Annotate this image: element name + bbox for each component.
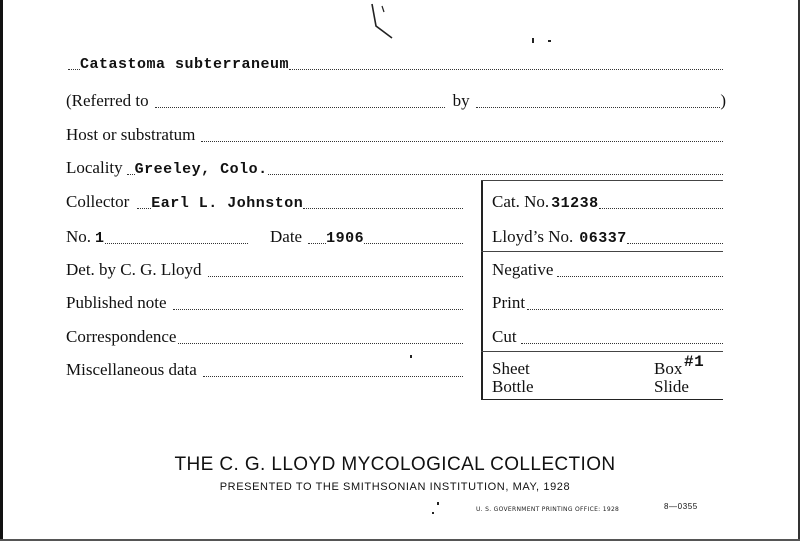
scan-speck (437, 502, 439, 505)
locality-value: Greeley, Colo. (134, 161, 268, 178)
lloyd-line (627, 243, 723, 244)
referred-to-line (155, 107, 445, 108)
scan-speck (410, 355, 412, 358)
referred-to-label: (Referred to (66, 91, 149, 110)
locality-row (66, 158, 723, 178)
date-label: Date (270, 227, 303, 246)
right-box-top-line (481, 180, 723, 181)
cut-row (492, 327, 723, 347)
collector-value: Earl L. Johnston (151, 195, 304, 212)
host-label: Host or substratum (66, 125, 196, 144)
lloyd-value: 06337 (579, 230, 627, 247)
cat-value: 31238 (551, 195, 599, 212)
collection-title: THE C. G. LLOYD MYCOLOGICAL COLLECTION (174, 454, 616, 475)
box-value: #1 (684, 353, 705, 371)
cut-line (521, 343, 723, 344)
close-paren: ) (720, 91, 726, 110)
misc-label: Miscellaneous data (66, 360, 197, 379)
scan-speck (432, 512, 434, 514)
box-label: Box (654, 359, 683, 378)
date-line (364, 243, 463, 244)
scan-speck (532, 38, 534, 43)
no-line (105, 243, 248, 244)
locality-label: Locality (66, 158, 123, 177)
bottle-label: Bottle (492, 377, 534, 396)
right-box-bottom-line (481, 399, 723, 400)
print-line (527, 309, 723, 310)
form-number: 8—0355 (664, 502, 698, 511)
date-row (270, 227, 463, 247)
collector-row (66, 192, 463, 212)
by-line (476, 107, 721, 108)
right-box-divider (481, 180, 483, 400)
species-line (289, 69, 723, 70)
print-label: Print (492, 293, 526, 312)
collector-leader (137, 208, 151, 209)
date-value: 1906 (326, 230, 365, 247)
locality-line (268, 174, 723, 175)
cut-label: Cut (492, 327, 517, 346)
collection-subtitle: PRESENTED TO THE SMITHSONIAN INSTITUTION, MAY, 1928 (219, 481, 571, 493)
slide-label: Slide (654, 377, 689, 396)
scan-speck (548, 40, 551, 42)
negative-label: Negative (492, 260, 554, 279)
published-label: Published note (66, 293, 167, 312)
cat-row (492, 192, 723, 212)
det-label: Det. by C. G. Lloyd (66, 260, 202, 279)
cat-line (599, 208, 723, 209)
misc-row (66, 360, 463, 380)
referred-row (66, 91, 726, 111)
published-line (173, 309, 463, 310)
locality-leader (127, 174, 135, 175)
date-leader (308, 243, 326, 244)
cat-label: Cat. No. (492, 192, 550, 211)
collector-line (303, 208, 463, 209)
sheet-label: Sheet (492, 359, 530, 378)
species-name: Catastoma subterraneum (80, 56, 290, 73)
no-value: 1 (95, 230, 105, 247)
right-box-separator (481, 351, 723, 352)
correspondence-row (66, 327, 463, 347)
correspondence-line (178, 343, 463, 344)
gpo-imprint: U. S. GOVERNMENT PRINTING OFFICE: 1928 (476, 506, 620, 513)
negative-row (492, 260, 723, 280)
det-row (66, 260, 463, 280)
lloyd-row (492, 227, 723, 247)
host-row (66, 125, 723, 145)
correspondence-label: Correspondence (66, 327, 177, 346)
negative-line (557, 276, 723, 277)
det-line (208, 276, 463, 277)
lloyd-label: Lloyd’s No. (492, 227, 574, 246)
print-row (492, 293, 723, 313)
right-box-separator (481, 251, 723, 252)
pen-mark (362, 2, 402, 44)
no-row (66, 227, 248, 247)
species-row (68, 56, 723, 73)
host-line (201, 141, 723, 142)
misc-line (203, 376, 463, 377)
published-row (66, 293, 463, 313)
no-label: No. (66, 227, 92, 246)
collector-label: Collector (66, 192, 130, 211)
by-label: by (452, 91, 470, 110)
species-leader (68, 69, 80, 70)
